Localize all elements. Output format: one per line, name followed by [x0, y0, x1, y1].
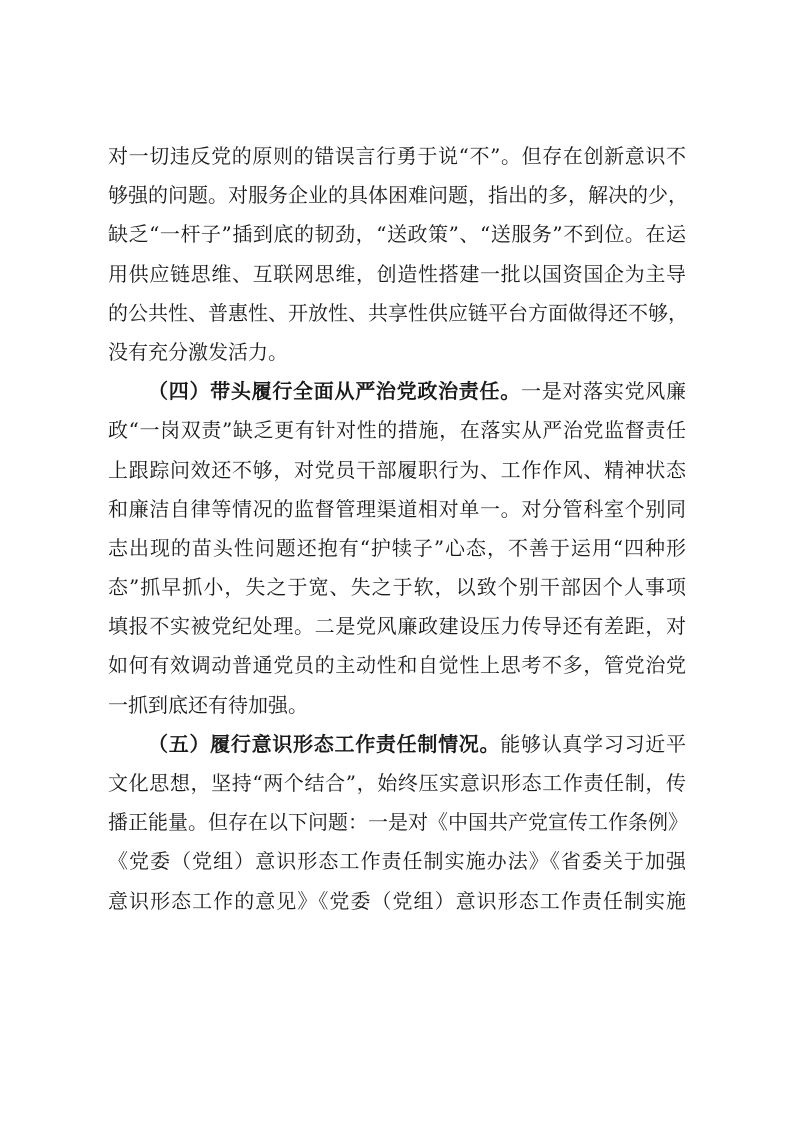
paragraph-party-governance — [108, 372, 686, 725]
text-line: 文化思想，坚持“两个结合”，始终压实意识形态工作责任制，传 — [108, 771, 686, 795]
text-line: 对一切违反党的原则的错误言行勇于说“不”。但存在创新意识不 — [108, 144, 686, 168]
text-line: 够强的问题。对服务企业的具体困难问题，指出的多，解决的少， — [108, 183, 688, 208]
text-line: 的公共性、普惠性、开放性、共享性供应链平台方面做得还不够， — [108, 300, 688, 325]
paragraph-ideology — [108, 725, 686, 921]
section-lead-text: 能够认真学习习近平 — [500, 731, 687, 756]
text-line: 填报不实被党纪处理。二是党风廉政建设压力传导还有差距，对 — [108, 614, 686, 639]
section-first-line — [108, 725, 686, 764]
section-heading: （五）履行意识形态工作责任制情况。 — [148, 731, 501, 756]
text-line: 一抓到底还有待加强。 — [108, 692, 308, 717]
section-first-line — [108, 372, 686, 411]
text-line: 志出现的苗头性问题还抱有“护犊子”心态，不善于运用“四种形 — [108, 535, 686, 560]
text-line: 态”抓早抓小，失之于宽、失之于软，以致个别干部因个人事项 — [108, 575, 686, 600]
text-line: 政“一岗双责”缺乏更有针对性的措施，在落实从严治党监督责任 — [108, 418, 686, 443]
document-body — [108, 137, 686, 921]
section-lead-text: 一是对落实党风廉 — [520, 379, 687, 404]
text-line: 意识形态工作的意见》《党委（党组）意识形态工作责任制实施 — [108, 888, 686, 913]
paragraph-innovation — [108, 137, 686, 372]
text-line: 没有充分激发活力。 — [108, 339, 288, 364]
text-line: 播正能量。但存在以下问题：一是对《中国共产党宣传工作条例》 — [108, 810, 688, 835]
text-line: 用供应链思维、互联网思维，创造性搭建一批以国资国企为主导 — [108, 261, 686, 286]
text-line: 上跟踪问效还不够，对党员干部履职行为、工作作风、精神状态 — [108, 457, 686, 482]
text-line: 《党委（党组）意识形态工作责任制实施办法》《省委关于加强 — [108, 849, 686, 874]
text-line: 如何有效调动普通党员的主动性和自觉性上思考不多，管党治党 — [108, 653, 686, 678]
section-heading: （四）带头履行全面从严治党政治责任。 — [148, 379, 521, 404]
text-line: 缺乏“一杆子”插到底的韧劲，“送政策”、“送服务”不到位。在运 — [108, 222, 686, 247]
text-line: 和廉洁自律等情况的监督管理渠道相对单一。对分管科室个别同 — [108, 496, 686, 521]
